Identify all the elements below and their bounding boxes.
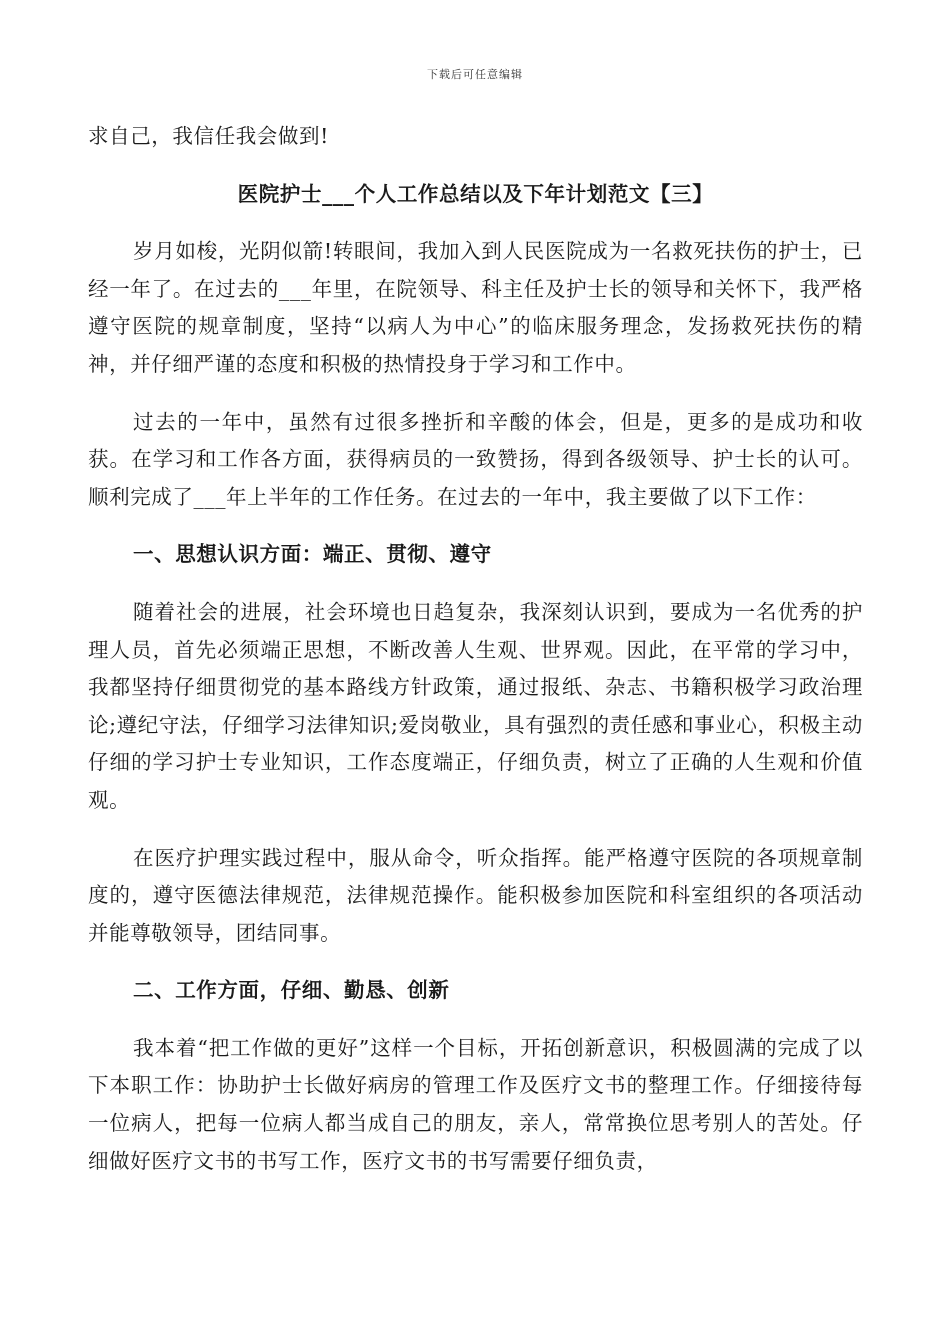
paragraph-intro: 岁月如梭，光阴似箭!转眼间，我加入到人民医院成为一名救死扶伤的护士，已经一年了。在过去的___年里，在院领导、科主任及护士长的领导和关怀下，我严格遵守医院的规章制度，坚持“以病人为中心”的临床服务理念，发扬救死扶伤的精神，并仔细严谨的态度和积极的热情投身于学习和工作中。 (88, 239, 863, 376)
document-title: 医院护士___个人工作总结以及下年计划范文【三】 (237, 181, 714, 206)
section-heading-2: 二、工作方面，仔细、勤恳、创新 (133, 978, 450, 1003)
section2-paragraph-1: 我本着“把工作做的更好”这样一个目标，开拓创新意识，积极圆满的完成了以下本职工作：协助护士长做好病房的管理工作及医疗文书的整理工作。仔细接待每一位病人，把每一位病人都当成自己的朋友，亲人，常常换位思考别人的苦处。仔细做好医疗文书的书写工作，医疗文书的书写需要仔细负责， (88, 1035, 863, 1173)
section-heading-1: 一、思想认识方面：端正、贯彻、遵守 (133, 542, 492, 567)
section1-paragraph-2: 在医疗护理实践过程中，服从命令，听众指挥。能严格遵守医院的各项规章制度的，遵守医德法律规范，法律规范操作。能积极参加医院和科室组织的各项活动并能尊敬领导，团结同事。 (88, 845, 863, 945)
document-body (88, 118, 863, 1180)
paragraph-summary: 过去的一年中，虽然有过很多挫折和辛酸的体会，但是，更多的是成功和收获。在学习和工作各方面，获得病员的一致赞扬，得到各级领导、护士长的认可。顺利完成了___年上半年的工作任务。在过去的一年中，我主要做了以下工作： (88, 409, 863, 509)
continuation-text: 求自己，我信任我会做到! (88, 124, 329, 148)
section1-paragraph-1: 随着社会的进展，社会环境也日趋复杂，我深刻认识到，要成为一名优秀的护理人员，首先必须端正思想，不断改善人生观、世界观。因此，在平常的学习中，我都坚持仔细贯彻党的基本路线方针政策，通过报纸、杂志、书籍积极学习政治理论;遵纪守法，仔细学习法律知识;爱岗敬业，具有强烈的责任感和事业心，积极主动仔细的学习护士专业知识，工作态度端正，仔细负责，树立了正确的人生观和价值观。 (88, 599, 863, 812)
page-header: 下载后可任意编辑 (427, 68, 523, 81)
